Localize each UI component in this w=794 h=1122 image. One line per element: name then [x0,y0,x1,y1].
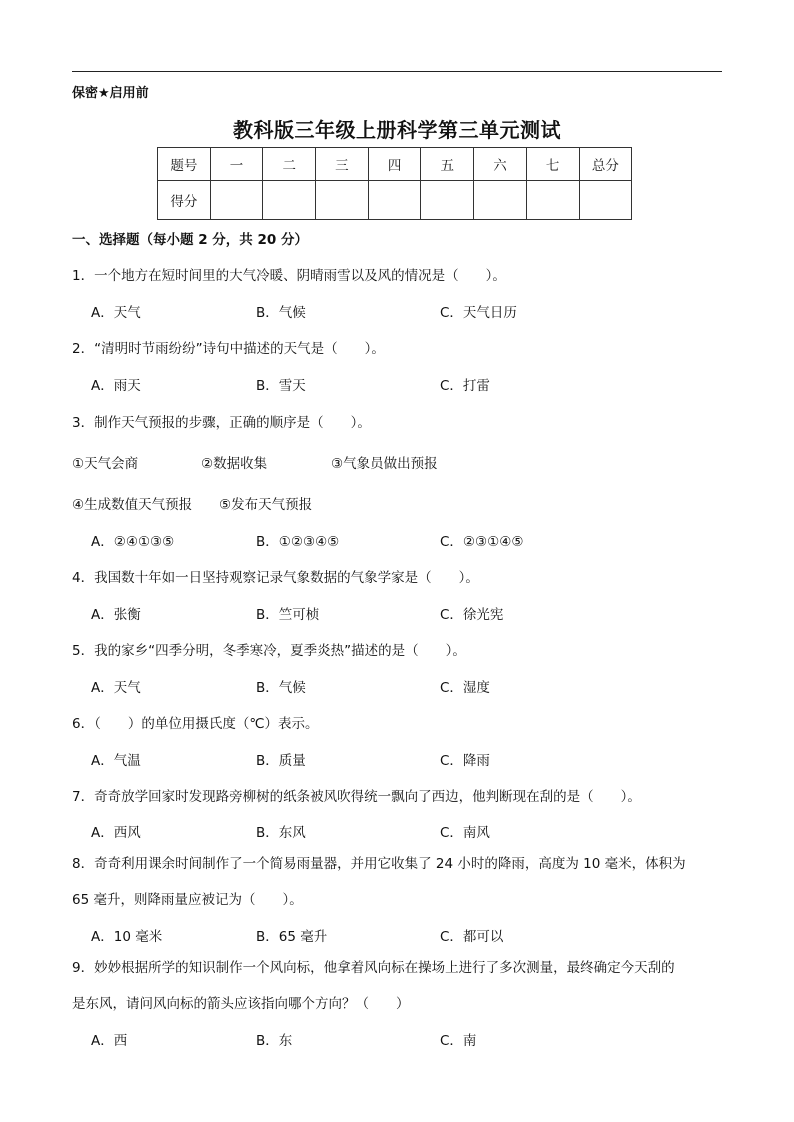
option-c[interactable]: C．降雨 [440,753,490,769]
question-stem: 4．我国数十年如一日坚持观察记录气象数据的气象学家是（ ）。 [72,570,479,586]
score-header-cell: 一 [210,148,263,181]
option-b[interactable]: B．雪天 [256,378,306,394]
score-header-cell: 七 [526,148,579,181]
option-a[interactable]: A．西风 [91,825,141,841]
question-stem: 5．我的家乡“四季分明，冬季寒冷，夏季炎热”描述的是（ ）。 [72,643,466,659]
option-c[interactable]: C．湿度 [440,680,490,696]
option-c[interactable]: C．南 [440,1033,477,1049]
score-entry-cell[interactable] [210,181,263,220]
question-stem: 3．制作天气预报的步骤，正确的顺序是（ ）。 [72,415,371,431]
option-c[interactable]: C．都可以 [440,929,504,945]
question-stem: 2．“清明时节雨纷纷”诗句中描述的天气是（ ）。 [72,341,385,357]
option-c[interactable]: C．②③①④⑤ [440,534,524,550]
option-a[interactable]: A．张衡 [91,607,141,623]
option-a[interactable]: A．西 [91,1033,128,1049]
option-b[interactable]: B．65 毫升 [256,929,328,945]
question-stem: 8．奇奇利用课余时间制作了一个简易雨量器，并用它收集了 24 小时的降雨，高度为 10 毫米，体积为 [72,856,686,872]
score-entry-cell[interactable] [421,181,474,220]
header-rule [72,71,722,72]
option-a[interactable]: A．②④①③⑤ [91,534,175,550]
step-item: ②数据收集 [201,456,268,472]
option-b[interactable]: B．气候 [256,680,306,696]
option-a[interactable]: A．10 毫米 [91,929,163,945]
score-entry-cell[interactable] [474,181,527,220]
option-a[interactable]: A．气温 [91,753,141,769]
option-b[interactable]: B．①②③④⑤ [256,534,340,550]
option-a[interactable]: A．天气 [91,305,141,321]
score-entry-cell[interactable] [263,181,316,220]
option-c[interactable]: C．南风 [440,825,490,841]
score-header-cell: 四 [368,148,421,181]
option-b[interactable]: B．东 [256,1033,293,1049]
page-title: 教科版三年级上册科学第三单元测试 [233,118,561,142]
score-header-cell: 五 [421,148,474,181]
section-heading: 一、选择题（每小题 2 分，共 20 分） [72,232,308,248]
option-c[interactable]: C．打雷 [440,378,490,394]
score-header-cell: 三 [316,148,369,181]
option-c[interactable]: C．天气日历 [440,305,517,321]
option-b[interactable]: B．质量 [256,753,306,769]
step-item: ①天气会商 [72,456,139,472]
question-stem: 1．一个地方在短时间里的大气冷暖、阴晴雨雪以及风的情况是（ ）。 [72,268,506,284]
score-header-cell: 六 [474,148,527,181]
question-stem-continued: 65 毫升，则降雨量应被记为（ ）。 [72,892,303,908]
question-stem: 9．妙妙根据所学的知识制作一个风向标，他拿着风向标在操场上进行了多次测量，最终确定今天刮的 [72,960,675,976]
option-a[interactable]: A．天气 [91,680,141,696]
score-entry-cell[interactable] [316,181,369,220]
option-a[interactable]: A．雨天 [91,378,141,394]
option-c[interactable]: C．徐光宪 [440,607,504,623]
step-item: ④生成数值天气预报 [72,497,193,513]
score-header-cell: 题号 [158,148,211,181]
option-b[interactable]: B．东风 [256,825,306,841]
score-header-cell: 总分 [579,148,632,181]
score-table [157,147,632,220]
step-item: ⑤发布天气预报 [219,497,313,513]
step-item: ③气象员做出预报 [331,456,438,472]
score-entry-cell[interactable] [579,181,632,220]
score-row-label: 得分 [158,181,211,220]
option-b[interactable]: B．气候 [256,305,306,321]
question-stem: 7．奇奇放学回家时发现路旁柳树的纸条被风吹得统一飘向了西边，他判断现在刮的是（ ）。 [72,789,641,805]
question-stem-continued: 是东风，请问风向标的箭头应该指向哪个方向？（ ） [72,996,410,1012]
secret-label: 保密★启用前 [72,86,149,101]
score-header-cell: 二 [263,148,316,181]
option-b[interactable]: B．竺可桢 [256,607,320,623]
question-stem: 6．（ ）的单位用摄氏度（℃）表示。 [72,716,319,732]
score-entry-cell[interactable] [526,181,579,220]
score-entry-cell[interactable] [368,181,421,220]
